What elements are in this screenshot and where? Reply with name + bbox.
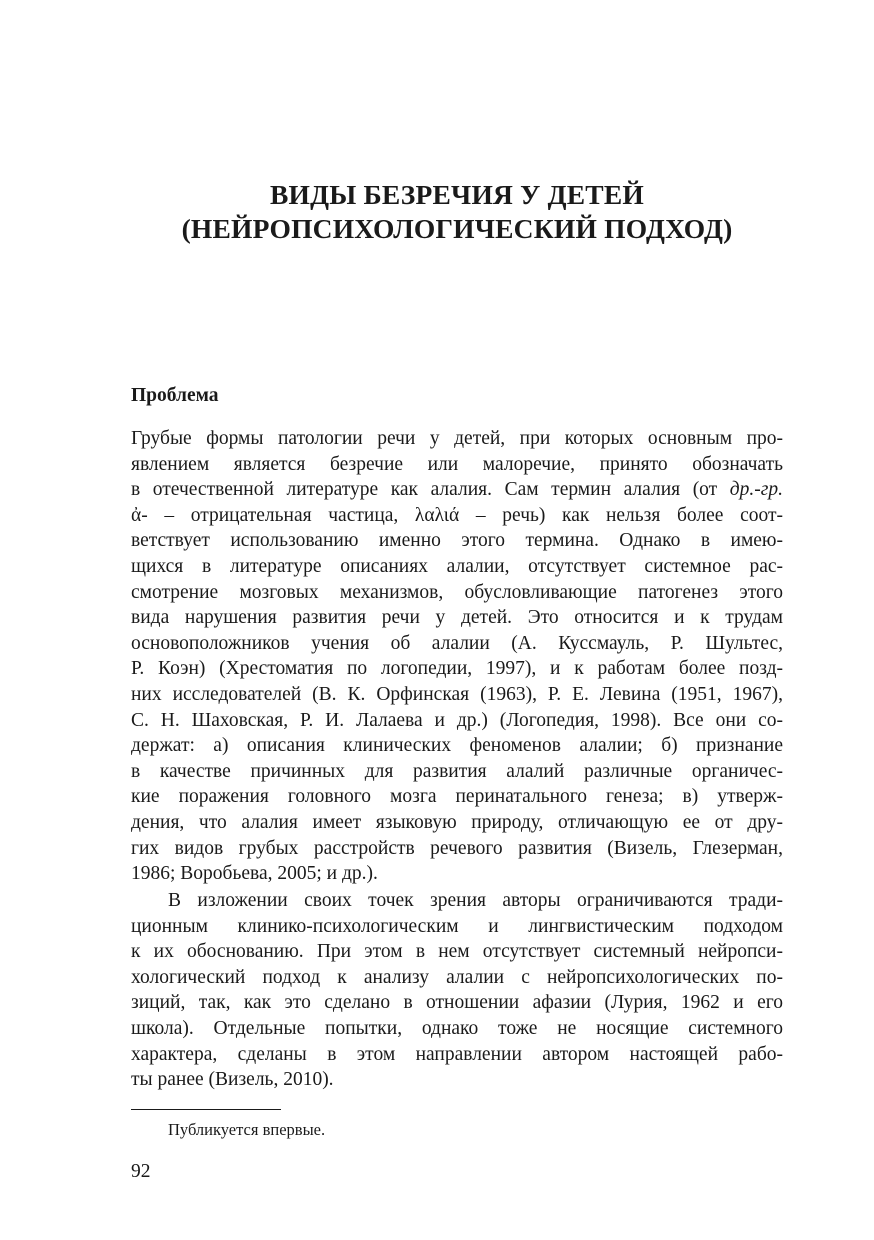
page-number: 92 xyxy=(131,1161,151,1182)
italic-abbreviation: др.-гр. xyxy=(729,479,783,501)
text-line: школа). Отдельные попытки, однако тоже не носящие системного xyxy=(131,1017,783,1039)
text-line: Р. Коэн) (Хрестоматия по логопедии, 1997), и к работам более позд- xyxy=(131,658,783,680)
text-line: основоположников учения об алалии (А. Куссмауль, Р. Шультес, xyxy=(131,632,783,654)
text-line: явлением является безречие или малоречие, принято обозначать xyxy=(131,453,783,475)
text-line: хологический подход к анализу алалии с нейропсихологических по- xyxy=(131,966,783,988)
title-line-2: (НЕЙРОПСИХОЛОГИЧЕСКИЙ ПОДХОД) xyxy=(181,213,733,244)
footnote-divider xyxy=(131,1109,281,1110)
text-line: к их обоснованию. При этом в нем отсутствует системный нейропси- xyxy=(131,941,783,963)
text-line: характера, сделаны в этом направлении автором настоящей рабо- xyxy=(131,1043,783,1065)
text-line: вида нарушения развития речи у детей. Это относится и к трудам xyxy=(131,607,783,629)
text-line: гих видов грубых расстройств речевого развития (Визель, Глезерман, xyxy=(131,837,783,859)
text-line: В изложении своих точек зрения авторы ограничиваются тради- xyxy=(168,890,783,911)
text-line: С. Н. Шаховская, Р. И. Лалаева и др.) (Логопедия, 1998). Все они со- xyxy=(131,709,783,731)
title-line-1: ВИДЫ БЕЗРЕЧИЯ У ДЕТЕЙ xyxy=(270,179,644,210)
page-title xyxy=(100,178,814,246)
paragraph-2 xyxy=(131,888,783,1093)
section-heading: Проблема xyxy=(131,385,219,406)
text-line: смотрение мозговых механизмов, обусловливающие патогенез этого xyxy=(131,581,783,603)
text-segment: в отечественной литературе как алалия. Сам термин алалия (от xyxy=(131,479,730,501)
text-line: кие поражения головного мозга перинатального генеза; в) утверж- xyxy=(131,786,783,808)
text-line: дения, что алалия имеет языковую природу, отличающую ее от дру- xyxy=(131,811,783,833)
text-line: 1986; Воробьева, 2005; и др.). xyxy=(131,863,378,885)
text-line: ты ранее (Визель, 2010). xyxy=(131,1069,334,1091)
text-line: них исследователей (В. К. Орфинская (1963), Р. Е. Левина (1951, 1967), xyxy=(131,683,783,705)
footnote: Публикуется впервые. xyxy=(168,1120,326,1139)
text-line: Грубые формы патологии речи у детей, при которых основным про- xyxy=(131,428,783,449)
text-line: ционным клинико-психологическим и лингвистическим подходом xyxy=(131,915,783,937)
text-line: держат: а) описания клинических феноменов алалии; б) признание xyxy=(131,735,783,757)
paragraph-1 xyxy=(131,426,783,887)
text-line: щихся в литературе описаниях алалии, отсутствует системное рас- xyxy=(131,555,783,577)
text-line: ἀ- – отрицательная частица, λαλιά – речь) как нельзя более соот- xyxy=(131,504,783,526)
text-line: зиций, так, как это сделано в отношении афазии (Лурия, 1962 и его xyxy=(131,992,783,1014)
text-line xyxy=(131,477,783,503)
text-line: в качестве причинных для развития алалий различные органичес- xyxy=(131,760,783,782)
text-line: ветствует использованию именно этого термина. Однако в имею- xyxy=(131,530,783,552)
